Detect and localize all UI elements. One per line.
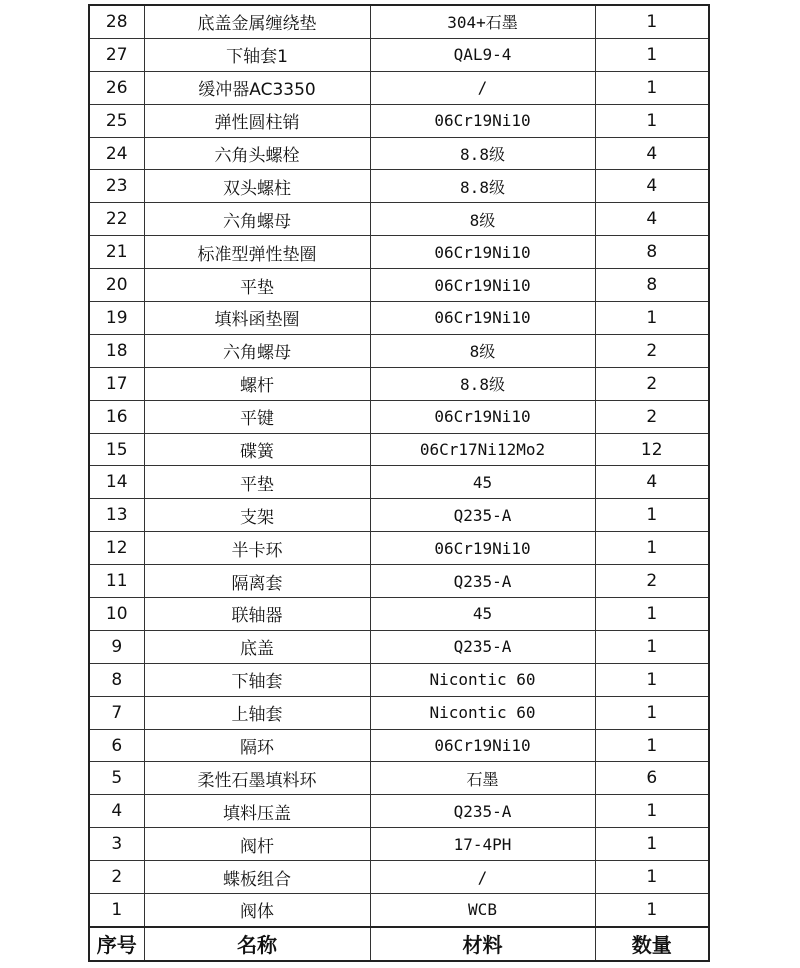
table-row bbox=[89, 302, 709, 335]
cell-qty: 1 bbox=[595, 104, 709, 137]
cell-no: 3 bbox=[89, 828, 144, 861]
cell-qty: 1 bbox=[595, 630, 709, 663]
cell-material: Q235-A bbox=[370, 499, 595, 532]
cell-name: 六角螺母 bbox=[144, 334, 370, 367]
table-row bbox=[89, 532, 709, 565]
table-row bbox=[89, 400, 709, 433]
cell-material: Q235-A bbox=[370, 630, 595, 663]
table-row bbox=[89, 203, 709, 236]
table-row bbox=[89, 565, 709, 598]
cell-no: 15 bbox=[89, 433, 144, 466]
cell-qty: 4 bbox=[595, 137, 709, 170]
cell-name: 蝶板组合 bbox=[144, 861, 370, 894]
cell-name: 阀体 bbox=[144, 894, 370, 927]
cell-no: 2 bbox=[89, 861, 144, 894]
cell-material: 17-4PH bbox=[370, 828, 595, 861]
cell-no: 1 bbox=[89, 894, 144, 927]
cell-material: QAL9-4 bbox=[370, 38, 595, 71]
cell-qty: 2 bbox=[595, 400, 709, 433]
cell-qty: 1 bbox=[595, 729, 709, 762]
table-row bbox=[89, 598, 709, 631]
cell-material: WCB bbox=[370, 894, 595, 927]
cell-no: 12 bbox=[89, 532, 144, 565]
cell-material: 8.8级 bbox=[370, 137, 595, 170]
cell-material: 石墨 bbox=[370, 762, 595, 795]
header-no: 序号 bbox=[89, 927, 144, 961]
cell-qty: 8 bbox=[595, 236, 709, 269]
table-row bbox=[89, 663, 709, 696]
cell-material: 06Cr19Ni10 bbox=[370, 532, 595, 565]
cell-name: 下轴套1 bbox=[144, 38, 370, 71]
cell-no: 27 bbox=[89, 38, 144, 71]
cell-no: 28 bbox=[89, 5, 144, 38]
table-row bbox=[89, 71, 709, 104]
cell-qty: 6 bbox=[595, 762, 709, 795]
cell-qty: 2 bbox=[595, 334, 709, 367]
cell-no: 11 bbox=[89, 565, 144, 598]
cell-no: 20 bbox=[89, 269, 144, 302]
cell-name: 半卡环 bbox=[144, 532, 370, 565]
cell-material: 06Cr19Ni10 bbox=[370, 104, 595, 137]
cell-name: 底盖 bbox=[144, 630, 370, 663]
cell-no: 9 bbox=[89, 630, 144, 663]
table-row bbox=[89, 170, 709, 203]
table-row bbox=[89, 269, 709, 302]
cell-material: 06Cr17Ni12Mo2 bbox=[370, 433, 595, 466]
cell-name: 双头螺柱 bbox=[144, 170, 370, 203]
cell-name: 六角头螺栓 bbox=[144, 137, 370, 170]
cell-material: 8级 bbox=[370, 203, 595, 236]
cell-material: 304+石墨 bbox=[370, 5, 595, 38]
cell-material: Q235-A bbox=[370, 795, 595, 828]
cell-qty: 8 bbox=[595, 269, 709, 302]
cell-qty: 1 bbox=[595, 71, 709, 104]
cell-no: 21 bbox=[89, 236, 144, 269]
table-row bbox=[89, 236, 709, 269]
cell-material: Q235-A bbox=[370, 565, 595, 598]
cell-material: 06Cr19Ni10 bbox=[370, 400, 595, 433]
cell-name: 柔性石墨填料环 bbox=[144, 762, 370, 795]
header-name: 名称 bbox=[144, 927, 370, 961]
cell-no: 22 bbox=[89, 203, 144, 236]
cell-qty: 1 bbox=[595, 828, 709, 861]
cell-material: 45 bbox=[370, 466, 595, 499]
cell-material: / bbox=[370, 861, 595, 894]
cell-name: 弹性圆柱销 bbox=[144, 104, 370, 137]
table-row bbox=[89, 38, 709, 71]
cell-name: 上轴套 bbox=[144, 696, 370, 729]
cell-material: Nicontic 60 bbox=[370, 696, 595, 729]
cell-name: 填料函垫圈 bbox=[144, 302, 370, 335]
cell-name: 螺杆 bbox=[144, 367, 370, 400]
table-row bbox=[89, 894, 709, 927]
cell-qty: 4 bbox=[595, 203, 709, 236]
cell-name: 阀杆 bbox=[144, 828, 370, 861]
table-row bbox=[89, 367, 709, 400]
cell-no: 24 bbox=[89, 137, 144, 170]
cell-material: 06Cr19Ni10 bbox=[370, 302, 595, 335]
header-row bbox=[89, 927, 709, 961]
cell-qty: 1 bbox=[595, 38, 709, 71]
cell-qty: 1 bbox=[595, 532, 709, 565]
cell-no: 14 bbox=[89, 466, 144, 499]
cell-no: 26 bbox=[89, 71, 144, 104]
cell-no: 19 bbox=[89, 302, 144, 335]
cell-name: 下轴套 bbox=[144, 663, 370, 696]
cell-no: 4 bbox=[89, 795, 144, 828]
table-row bbox=[89, 828, 709, 861]
cell-no: 6 bbox=[89, 729, 144, 762]
cell-qty: 1 bbox=[595, 302, 709, 335]
cell-no: 10 bbox=[89, 598, 144, 631]
cell-name: 平垫 bbox=[144, 466, 370, 499]
table-row bbox=[89, 630, 709, 663]
cell-name: 底盖金属缠绕垫 bbox=[144, 5, 370, 38]
cell-no: 18 bbox=[89, 334, 144, 367]
table-row bbox=[89, 696, 709, 729]
cell-no: 8 bbox=[89, 663, 144, 696]
cell-material: 8.8级 bbox=[370, 170, 595, 203]
cell-material: 06Cr19Ni10 bbox=[370, 269, 595, 302]
cell-name: 碟簧 bbox=[144, 433, 370, 466]
table-row bbox=[89, 861, 709, 894]
cell-qty: 1 bbox=[595, 894, 709, 927]
cell-qty: 1 bbox=[595, 795, 709, 828]
cell-name: 标准型弹性垫圈 bbox=[144, 236, 370, 269]
cell-name: 支架 bbox=[144, 499, 370, 532]
cell-material: 8.8级 bbox=[370, 367, 595, 400]
cell-no: 16 bbox=[89, 400, 144, 433]
cell-material: Nicontic 60 bbox=[370, 663, 595, 696]
cell-material: 06Cr19Ni10 bbox=[370, 729, 595, 762]
cell-qty: 1 bbox=[595, 598, 709, 631]
cell-qty: 1 bbox=[595, 861, 709, 894]
cell-material: 45 bbox=[370, 598, 595, 631]
header-qty: 数量 bbox=[595, 927, 709, 961]
cell-material: 06Cr19Ni10 bbox=[370, 236, 595, 269]
cell-qty: 12 bbox=[595, 433, 709, 466]
parts-list-body bbox=[89, 5, 709, 927]
cell-material: / bbox=[370, 71, 595, 104]
cell-qty: 1 bbox=[595, 499, 709, 532]
cell-name: 平键 bbox=[144, 400, 370, 433]
table-row bbox=[89, 762, 709, 795]
cell-name: 缓冲器AC3350 bbox=[144, 71, 370, 104]
cell-material: 8级 bbox=[370, 334, 595, 367]
cell-name: 联轴器 bbox=[144, 598, 370, 631]
cell-no: 23 bbox=[89, 170, 144, 203]
cell-qty: 1 bbox=[595, 5, 709, 38]
cell-qty: 2 bbox=[595, 367, 709, 400]
cell-name: 平垫 bbox=[144, 269, 370, 302]
table-row bbox=[89, 729, 709, 762]
cell-no: 25 bbox=[89, 104, 144, 137]
cell-no: 7 bbox=[89, 696, 144, 729]
cell-no: 5 bbox=[89, 762, 144, 795]
cell-name: 填料压盖 bbox=[144, 795, 370, 828]
table-row bbox=[89, 137, 709, 170]
table-row bbox=[89, 104, 709, 137]
parts-list-table bbox=[88, 4, 710, 962]
cell-qty: 2 bbox=[595, 565, 709, 598]
table-row bbox=[89, 466, 709, 499]
cell-qty: 4 bbox=[595, 466, 709, 499]
cell-qty: 1 bbox=[595, 696, 709, 729]
cell-name: 六角螺母 bbox=[144, 203, 370, 236]
cell-name: 隔离套 bbox=[144, 565, 370, 598]
cell-name: 隔环 bbox=[144, 729, 370, 762]
cell-no: 17 bbox=[89, 367, 144, 400]
table-row bbox=[89, 795, 709, 828]
table-row bbox=[89, 5, 709, 38]
table-row bbox=[89, 433, 709, 466]
header-material: 材料 bbox=[370, 927, 595, 961]
table-row bbox=[89, 334, 709, 367]
cell-no: 13 bbox=[89, 499, 144, 532]
cell-qty: 4 bbox=[595, 170, 709, 203]
cell-qty: 1 bbox=[595, 663, 709, 696]
table-row bbox=[89, 499, 709, 532]
